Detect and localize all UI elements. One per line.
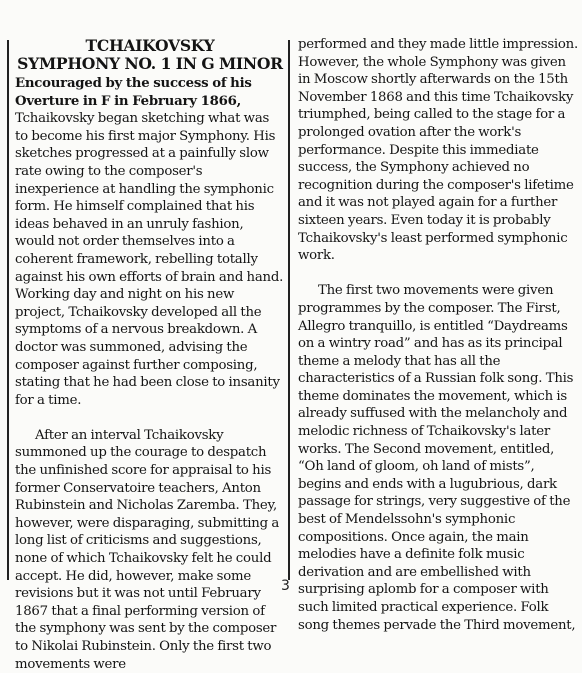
title-work: SYMPHONY NO. 1 IN G MINOR <box>17 54 283 73</box>
center-column-rule <box>288 40 290 580</box>
page-number: 3 <box>281 578 290 594</box>
left-column-rule <box>7 40 9 580</box>
left-column <box>15 36 285 673</box>
left-paragraph-1 <box>15 75 285 409</box>
left-paragraph-2: After an interval Tchaikovsky summoned up the courage to despatch the unfinished score for appraisal to his former Conservatoire teachers, Anton Rubinstein and Nicholas Zaremba. They, however, were disparaging, submitting a long list of criticisms and suggestions, none of which Tchaikovsky felt he could accept. He did, however, make some revisions but it was not until February 1867 that a final performing version of the symphony was sent by the composer to Nikolai Rubinstein. Only the first two movements were <box>15 427 280 672</box>
lead-in-text: Encouraged by the success of his Overture in F in February 1866, <box>15 76 252 109</box>
left-paragraph-1-body: Tchaikovsky began sketching what was to become his first major Symphony. His sketches progressed at a painfully slow rate owing to the composer's inexperience at handling the symphonic form. He himself complained that his ideas behaved in an unruly fashion, would not order themselves into a coherent framework, rebelling totally against his own efforts of brain and hand. Working day and night on his new project, Tchaikovsky developed all the symptoms of a nervous breakdown. A doctor was summoned, advising the composer against further composing, stating that he had been close to insanity for a time. <box>15 111 284 408</box>
right-paragraph-1: performed and they made little impression. However, the whole Symphony was given in Moscow shortly afterwards on the 15th November 1868 and this time Tchaikovsky triumphed, being called to the stage for a prolonged ovation after the work's performance. Despite this immediate success, the Symphony achieved no recognition during the composer's lifetime and it was not played again for a further sixteen years. Even today it is probably Tchaikovsky's least performed symphonic work. <box>298 37 578 264</box>
title-composer: TCHAIKOVSKY <box>85 36 215 55</box>
right-column <box>298 36 580 634</box>
right-paragraph-2: The first two movements were given programmes by the composer. The First, Allegro tranquillo, is entitled “Daydreams on a wintry road” and has as its principal theme a melody that has all the characteristics of a Russian folk song. This theme dominates the movement, which is already suffused with the melancholy and melodic richness of Tchaikovsky's later works. The Second movement, entitled, “Oh land of gloom, oh land of mists”, begins and ends with a lugubrious, dark passage for strings, very suggestive of the best of Mendelssohn's symphonic compositions. Once again, the main melodies have a definite folk music derivation and are embellished with surprising aplomb for a composer with such limited practical experience. Folk song themes pervade the Third movement, <box>298 283 576 633</box>
article-title <box>15 36 285 73</box>
